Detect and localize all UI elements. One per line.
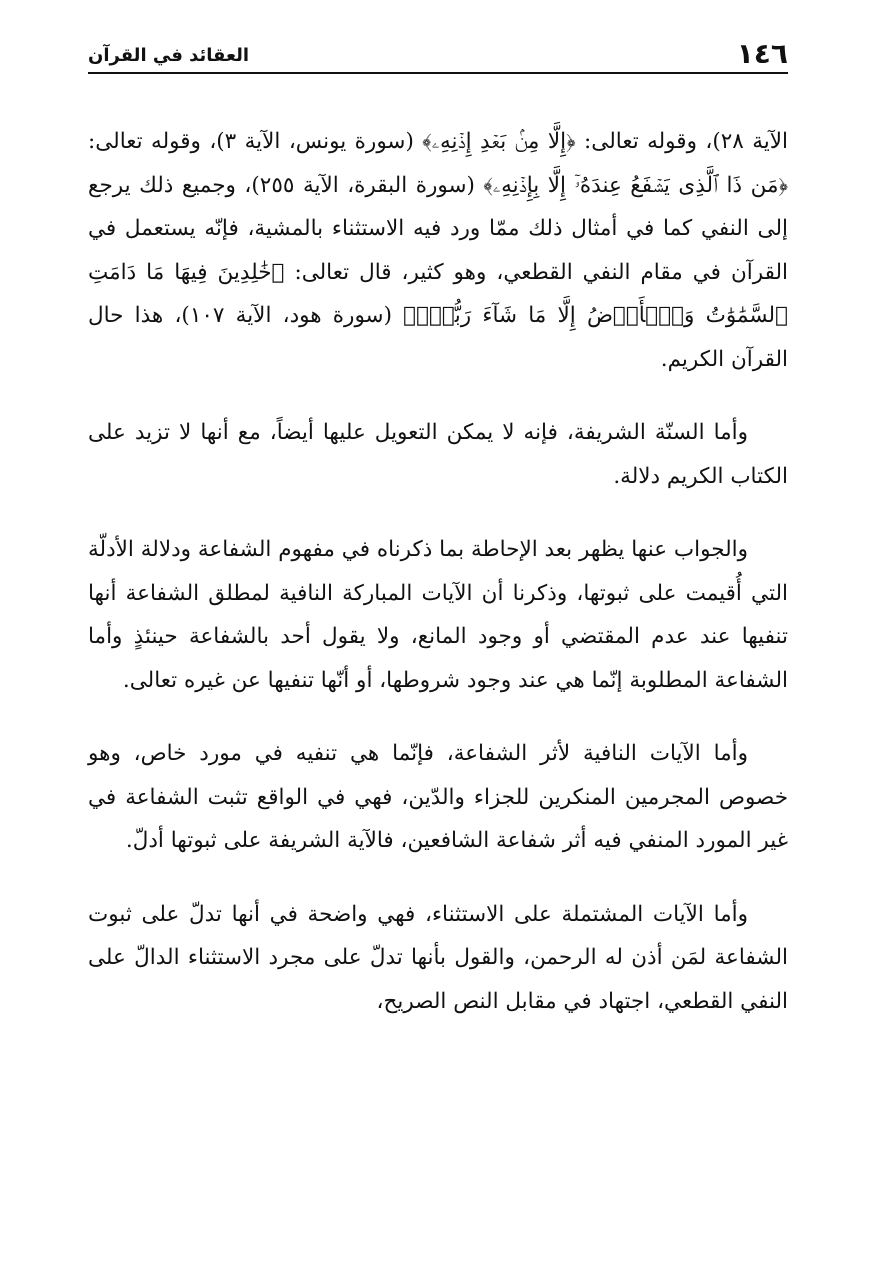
paragraph-sunnah: وأما السنّة الشريفة، فإنه لا يمكن التعويل عليها أيضاً، مع أنها لا تزيد على الكتاب الكريم دلالة. — [88, 420, 788, 489]
running-header-title: العقائد في القرآن — [88, 45, 250, 66]
paragraph-exception-verses: وأما الآيات المشتملة على الاستثناء، فهي واضحة في أنها تدلّ على ثبوت الشفاعة لمَن أذن له الرحمن، والقول بأنها تدلّ على مجرد الاستثناء الدالّ على النفي القطعي، اجتهاد في مقابل النص الصريح، — [88, 901, 788, 1014]
book-page — [88, 28, 788, 1248]
running-header — [88, 28, 788, 74]
body-text — [88, 120, 788, 1023]
paragraph-answer: والجواب عنها يظهر بعد الإحاطة بما ذكرناه في مفهوم الشفاعة ودلالة الأدلّة التي أُقيمت على ثبوتها، وذكرنا أن الآيات المباركة النافية لمطلق الشفاعة أنها تنفيها عند عدم المقتضي أو وجود المانع، ولا يقول أحد بالشفاعة حينئذٍ وأما الشفاعة المطلوبة إنّما هي عند وجود شروطها، أو أنّها تنفيها عن غيره تعالى. — [88, 537, 788, 693]
page-number: ١٤٦ — [736, 37, 788, 70]
paragraph-quran-verses: الآية ٢٨)، وقوله تعالى: ﴿إِلَّا مِنۢ بَعۡدِ إِذۡنِهِۦ﴾ (سورة يونس، الآية ٣)، وقوله تعالى: ﴿مَن ذَا ٱلَّذِى يَشۡفَعُ عِندَهُۥٓ إِلَّا بِإِذۡنِهِۦ﴾ (سورة البقرة، الآية ٢٥٥)، وجميع ذلك يرجع إلى النفي كما في أمثال ذلك ممّا ورد فيه الاستثناء بالمشية، فإنّه يستعمل في القرآن في مقام النفي القطعي، وهو كثير، قال تعالى: ﴿خَٰلِدِينَ فِيهَا مَا دَامَتِ ٱلسَّمَٰوَٰتُ وَٱلۡأَرۡضُ إِلَّا مَا شَآءَ رَبُّكَۚ﴾ (سورة هود، الآية ١٠٧)، هذا حال القرآن الكريم. — [88, 129, 788, 372]
paragraph-negating-verses: وأما الآيات النافية لأثر الشفاعة، فإنّما هي تنفيه في مورد خاص، وهو خصوص المجرمين المنكرين للجزاء والدّين، فهي في الواقع تثبت الشفاعة في غير المورد المنفي فيه أثر شفاعة الشافعين، فالآية الشريفة على ثبوتها أدلّ. — [88, 741, 788, 853]
